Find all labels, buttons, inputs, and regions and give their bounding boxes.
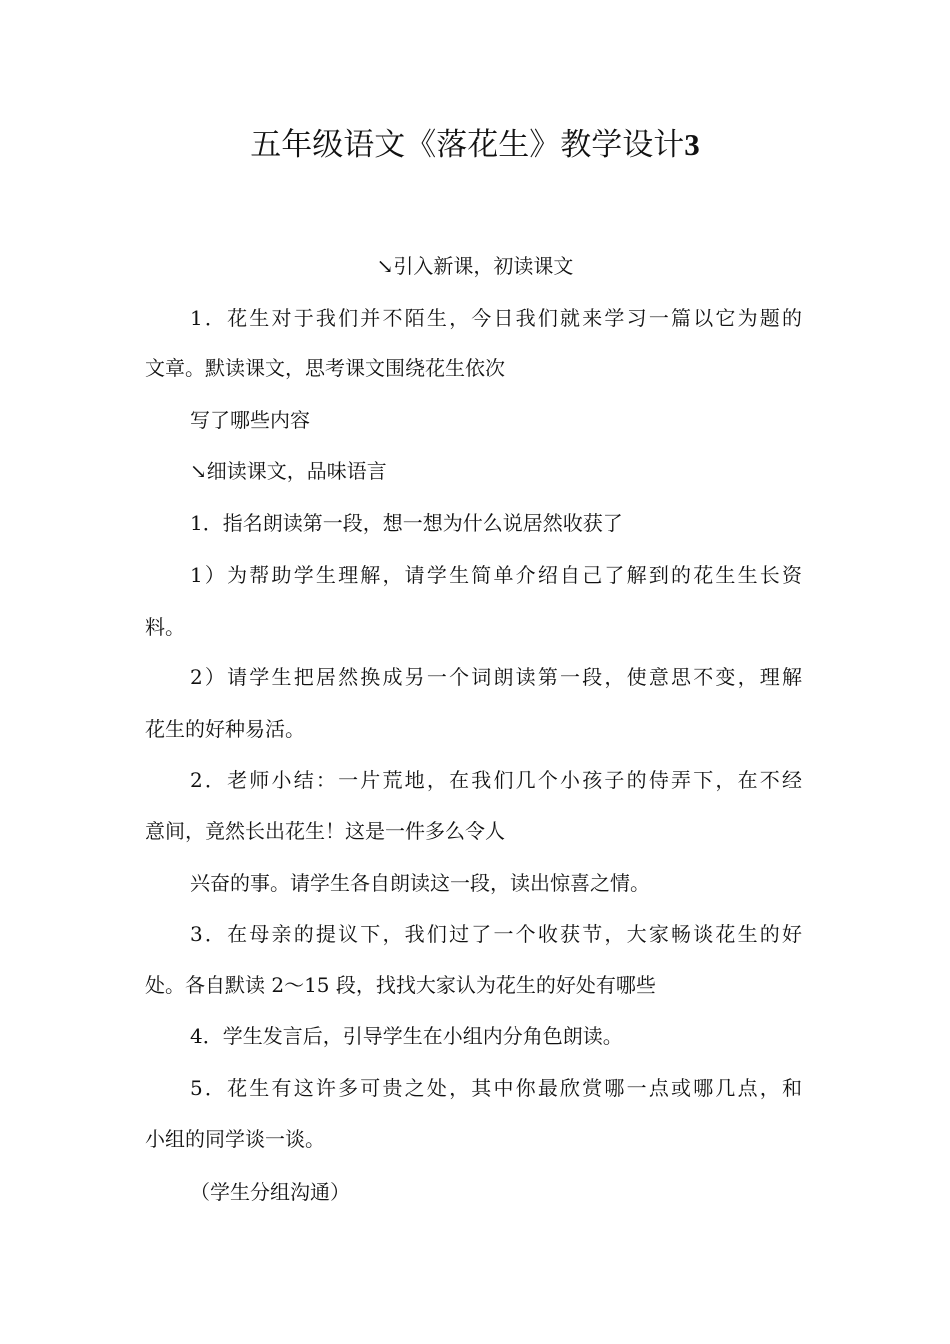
title-main: 五年级语文《落花生》教学设计 bbox=[250, 127, 685, 163]
paragraph-line: 小组的同学谈一谈。 bbox=[145, 1127, 325, 1151]
paragraph-line: 2）请学生把居然换成另一个词朗读第一段，使意思不变，理解 bbox=[190, 665, 802, 689]
paragraph-line: 处。各自默读 2～15 段，找找大家认为花生的好处有哪些 bbox=[145, 973, 656, 997]
document-title bbox=[0, 122, 950, 168]
title-number: 3 bbox=[684, 127, 700, 162]
paragraph-line: 4．学生发言后，引导学生在小组内分角色朗读。 bbox=[190, 1024, 623, 1048]
paragraph-line: （学生分组沟通） bbox=[190, 1180, 350, 1204]
paragraph-line: 料。 bbox=[145, 615, 185, 639]
paragraph-line: 2．老师小结：一片荒地，在我们几个小孩子的侍弄下，在不经 bbox=[190, 768, 802, 792]
paragraph-line: 1．指名朗读第一段，想一想为什么说居然收获了 bbox=[190, 511, 623, 535]
paragraph-line: 5．花生有这许多可贵之处，其中你最欣赏哪一点或哪几点，和 bbox=[190, 1076, 802, 1100]
paragraph-line: 兴奋的事。请学生各自朗读这一段，读出惊喜之情。 bbox=[190, 871, 650, 895]
paragraph-line: 1．花生对于我们并不陌生，今日我们就来学习一篇以它为题的 bbox=[190, 306, 802, 330]
paragraph-line: 3．在母亲的提议下，我们过了一个收获节，大家畅谈花生的好 bbox=[190, 922, 802, 946]
paragraph-line: 花生的好种易活。 bbox=[145, 717, 305, 741]
paragraph-line: 1）为帮助学生理解，请学生简单介绍自己了解到的花生生长资 bbox=[190, 563, 802, 587]
section-heading-intro: ↘引入新课，初读课文 bbox=[376, 254, 574, 278]
paragraph-line: 文章。默读课文，思考课文围绕花生依次 bbox=[145, 356, 505, 380]
paragraph-line: 意间，竟然长出花生！这是一件多么令人 bbox=[145, 819, 505, 843]
section-heading-close-reading: ↘细读课文，品味语言 bbox=[190, 459, 387, 483]
paragraph-line: 写了哪些内容 bbox=[190, 408, 310, 432]
